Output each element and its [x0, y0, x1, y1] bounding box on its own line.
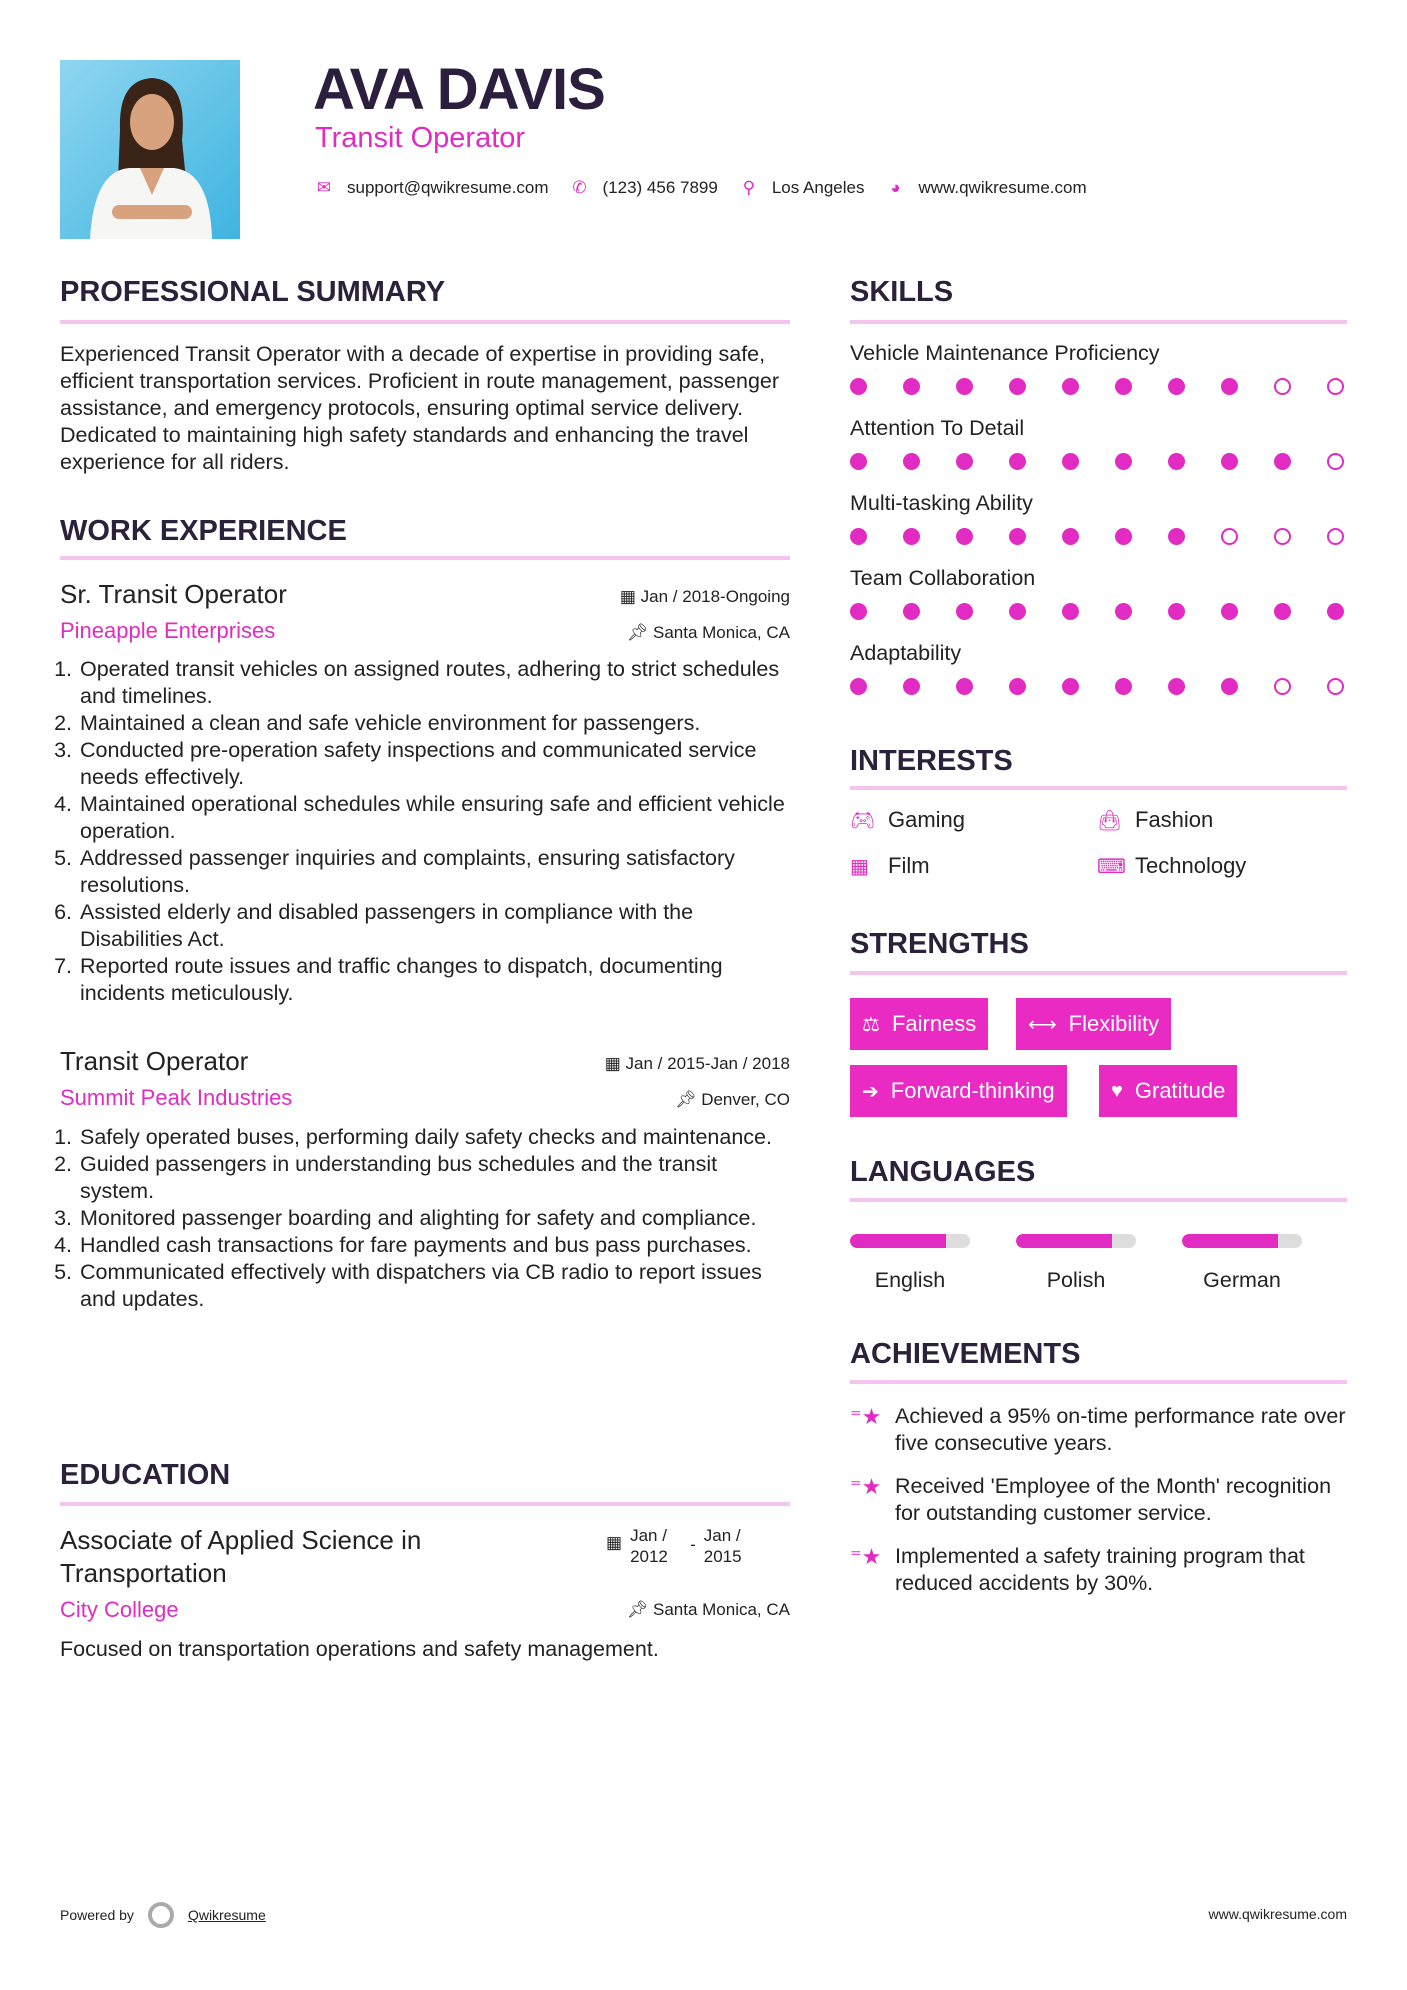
- skill-item: [850, 641, 1347, 716]
- skill-label: Attention To Detail: [850, 416, 1025, 440]
- skill-item: [850, 491, 1347, 566]
- location-text: Santa Monica, CA: [652, 1600, 790, 1619]
- rating-dot-filled: [850, 603, 867, 620]
- shooting-star-icon: ⁼★: [850, 1544, 882, 1569]
- achievement-item: [850, 1473, 1347, 1527]
- school-name: City College: [60, 1597, 179, 1622]
- achievement-item: [850, 1543, 1347, 1597]
- laptop-icon: ⌨: [1097, 855, 1126, 878]
- achievement-item: [850, 1403, 1347, 1457]
- achievements-list: [850, 1403, 1347, 1613]
- interest-item: [850, 807, 965, 833]
- job-role: Sr. Transit Operator: [60, 579, 287, 609]
- divider: [60, 556, 790, 560]
- language-level-bar: [1182, 1234, 1302, 1248]
- bullet-item: 5. Addressed passenger inquiries and complaints, ensuring satisfactory resolutions.: [78, 845, 790, 899]
- map-pin-icon: ⚲: [742, 178, 756, 197]
- language-item: [1016, 1234, 1136, 1293]
- calendar-icon: ▦: [606, 1533, 623, 1552]
- rating-dot-filled: [1062, 603, 1079, 620]
- rating-dot-filled: [1221, 378, 1238, 395]
- language-name: Polish: [1046, 1268, 1106, 1292]
- bullet-item: 4. Maintained operational schedules while ensuring safe and efficient vehicle operation.: [78, 791, 790, 845]
- languages-heading: LANGUAGES: [850, 1156, 1036, 1188]
- rating-dot-filled: [956, 678, 973, 695]
- rating-dot-empty: [1274, 528, 1291, 545]
- pushpin-icon: 📌︎: [626, 1600, 653, 1619]
- pushpin-icon: 📌︎: [674, 1090, 702, 1109]
- contact-website[interactable]: www.qwikresume.com: [918, 178, 1087, 197]
- interest-label: Technology: [1135, 853, 1247, 878]
- job-bullets: [60, 656, 790, 1007]
- strength-label: Forward-thinking: [890, 1078, 1055, 1103]
- language-level-fill: [1182, 1234, 1278, 1248]
- rating-dot-filled: [850, 453, 867, 470]
- rating-dot-empty: [1274, 678, 1291, 695]
- skill-item: [850, 416, 1347, 491]
- interest-item: [1097, 853, 1246, 879]
- skill-rating: [850, 678, 1347, 695]
- job-role: Transit Operator: [60, 1046, 249, 1076]
- envelope-icon: ✉: [316, 178, 332, 197]
- date-separator: -: [690, 1535, 696, 1554]
- start-date: Jan / 2012: [630, 1526, 668, 1566]
- skill-label: Team Collaboration: [850, 566, 1036, 590]
- candidate-name: AVA DAVIS: [313, 57, 605, 122]
- strength-badge: [1016, 998, 1171, 1050]
- rating-dot-filled: [1221, 603, 1238, 620]
- divider: [850, 786, 1347, 790]
- rating-dot-filled: [1115, 678, 1132, 695]
- interest-item: [1097, 807, 1213, 833]
- degree: Associate of Applied Science in Transportation: [60, 1525, 422, 1588]
- rating-dot-filled: [956, 603, 973, 620]
- rating-dot-filled: [1168, 528, 1185, 545]
- company-name: Summit Peak Industries: [60, 1085, 293, 1110]
- strength-label: Flexibility: [1068, 1011, 1160, 1036]
- interest-label: Gaming: [888, 807, 966, 832]
- calendar-icon: ▦: [619, 587, 641, 606]
- rating-dot-filled: [1274, 453, 1291, 470]
- language-name: German: [1203, 1268, 1281, 1292]
- skill-label: Adaptability: [850, 641, 962, 665]
- rating-dot-filled: [1221, 453, 1238, 470]
- footer-url[interactable]: www.qwikresume.com: [1208, 1906, 1347, 1922]
- bullet-item: 5. Communicated effectively with dispatchers via CB radio to report issues and updates.: [78, 1259, 790, 1313]
- strength-badge: [1099, 1065, 1237, 1117]
- globe-icon: ◕: [890, 178, 901, 197]
- location-text: Denver, CO: [701, 1090, 790, 1109]
- skill-rating: [850, 528, 1347, 545]
- powered-by-label: Powered by: [60, 1907, 134, 1923]
- experience-heading: WORK EXPERIENCE: [60, 515, 347, 547]
- bullet-item: 6. Assisted elderly and disabled passengers in compliance with the Disabilities Act.: [78, 899, 790, 953]
- rating-dot-filled: [850, 528, 867, 545]
- profile-photo: [60, 60, 240, 239]
- language-level-fill: [850, 1234, 946, 1248]
- bullet-item: 3. Conducted pre-operation safety inspections and communicated service needs effectively.: [78, 737, 790, 791]
- language-level-fill: [1016, 1234, 1112, 1248]
- language-level-bar: [850, 1234, 970, 1248]
- language-level-bar: [1016, 1234, 1136, 1248]
- rating-dot-filled: [1168, 378, 1185, 395]
- job-bullets: [60, 1124, 790, 1313]
- rating-dot-filled: [1115, 603, 1132, 620]
- rating-dot-filled: [850, 678, 867, 695]
- contact-phone[interactable]: (123) 456 7899: [602, 178, 718, 197]
- education-location: [600, 1600, 790, 1620]
- strength-badge: [850, 998, 988, 1050]
- film-icon: ▦: [850, 855, 869, 878]
- education-heading: EDUCATION: [60, 1459, 231, 1491]
- rating-dot-empty: [1327, 678, 1344, 695]
- qwikresume-logo-icon: [148, 1902, 174, 1928]
- contact-bar: [315, 178, 1109, 198]
- job-date: [620, 587, 790, 607]
- skill-rating: [850, 378, 1347, 395]
- rating-dot-empty: [1221, 528, 1238, 545]
- divider: [850, 320, 1347, 324]
- bullet-item: 2. Maintained a clean and safe vehicle environment for passengers.: [78, 710, 790, 737]
- rating-dot-filled: [1009, 678, 1026, 695]
- job-date: [605, 1054, 790, 1074]
- rating-dot-filled: [1009, 453, 1026, 470]
- rating-dot-filled: [1062, 678, 1079, 695]
- rating-dot-filled: [1168, 603, 1185, 620]
- skill-item: [850, 566, 1347, 641]
- rating-dot-filled: [1115, 453, 1132, 470]
- balance-scale-icon: ⚖: [862, 1013, 880, 1036]
- rating-dot-filled: [1062, 453, 1079, 470]
- education-dates: [606, 1525, 756, 1567]
- rating-dot-empty: [1327, 528, 1344, 545]
- skill-rating: [850, 603, 1347, 620]
- date-text: Jan / 2018-Ongoing: [640, 587, 790, 606]
- skill-label: Vehicle Maintenance Proficiency: [850, 341, 1160, 365]
- rating-dot-filled: [903, 528, 920, 545]
- strength-label: Gratitude: [1134, 1078, 1226, 1103]
- divider: [850, 971, 1347, 975]
- arrows-horizontal-icon: ⟷: [1028, 1013, 1057, 1036]
- bullet-item: 2. Guided passengers in understanding bus schedules and the transit system.: [78, 1151, 790, 1205]
- end-date: Jan / 2015: [703, 1526, 742, 1566]
- divider: [60, 320, 790, 324]
- achievements-heading: ACHIEVEMENTS: [850, 1338, 1081, 1370]
- rating-dot-filled: [850, 378, 867, 395]
- location-text: Santa Monica, CA: [652, 623, 790, 642]
- job-title: Transit Operator: [315, 122, 526, 154]
- language-item: [1182, 1234, 1302, 1293]
- phone-icon: ✆: [572, 178, 587, 197]
- rating-dot-filled: [1221, 678, 1238, 695]
- rating-dot-filled: [956, 378, 973, 395]
- rating-dot-filled: [1327, 603, 1344, 620]
- strengths-heading: STRENGTHS: [850, 928, 1029, 960]
- contact-email[interactable]: support@qwikresume.com: [347, 178, 549, 197]
- rating-dot-filled: [903, 378, 920, 395]
- rating-dot-filled: [903, 453, 920, 470]
- rating-dot-filled: [1115, 378, 1132, 395]
- divider: [850, 1380, 1347, 1384]
- calendar-icon: ▦: [604, 1054, 626, 1073]
- skills-heading: SKILLS: [850, 276, 954, 308]
- summary-heading: PROFESSIONAL SUMMARY: [60, 276, 446, 308]
- rating-dot-filled: [1115, 528, 1132, 545]
- job-location: [675, 1090, 790, 1110]
- achievement-text: Received 'Employee of the Month' recognition for outstanding customer service.: [895, 1474, 1332, 1525]
- skill-item: [850, 341, 1347, 416]
- shooting-star-icon: ⁼★: [850, 1404, 882, 1429]
- education-description: Focused on transportation operations and safety management.: [60, 1637, 659, 1661]
- bullet-item: 4. Handled cash transactions for fare payments and bus pass purchases.: [78, 1232, 790, 1259]
- divider: [850, 1198, 1347, 1202]
- brand-link[interactable]: Qwikresume: [187, 1907, 266, 1923]
- contact-location: Los Angeles: [771, 178, 865, 197]
- footer-powered: [60, 1902, 266, 1928]
- shooting-star-icon: ⁼★: [850, 1474, 882, 1499]
- bullet-item: 7. Reported route issues and traffic changes to dispatch, documenting incidents meticulously.: [78, 953, 790, 1007]
- job-location: [627, 623, 790, 643]
- skills-list: [850, 341, 1347, 716]
- strength-badge: [850, 1065, 1067, 1117]
- interest-label: Film: [888, 853, 930, 878]
- skill-label: Multi-tasking Ability: [850, 491, 1033, 515]
- achievement-text: Achieved a 95% on-time performance rate over five consecutive years.: [895, 1404, 1346, 1455]
- rating-dot-empty: [1327, 453, 1344, 470]
- language-item: [850, 1234, 970, 1293]
- bullet-item: 3. Monitored passenger boarding and alighting for safety and compliance.: [78, 1205, 790, 1232]
- rating-dot-empty: [1274, 378, 1291, 395]
- strength-label: Fairness: [891, 1011, 977, 1036]
- achievement-text: Implemented a safety training program that reduced accidents by 30%.: [895, 1544, 1305, 1595]
- arrow-right-icon: ➔: [862, 1080, 879, 1103]
- interests-heading: INTERESTS: [850, 745, 1013, 777]
- rating-dot-filled: [903, 603, 920, 620]
- job-entry: [60, 579, 790, 1007]
- rating-dot-filled: [903, 678, 920, 695]
- shopping-bag-icon: 👜︎: [1097, 809, 1123, 832]
- rating-dot-filled: [956, 528, 973, 545]
- language-name: English: [874, 1268, 946, 1292]
- rating-dot-filled: [1009, 378, 1026, 395]
- heart-icon: ♥: [1111, 1079, 1123, 1102]
- rating-dot-filled: [1062, 378, 1079, 395]
- bullet-item: 1. Safely operated buses, performing daily safety checks and maintenance.: [78, 1124, 790, 1151]
- divider: [60, 1502, 790, 1506]
- job-entry: [60, 1046, 790, 1313]
- interest-label: Fashion: [1135, 807, 1214, 832]
- interest-item: [850, 853, 930, 879]
- gamepad-icon: 🎮︎: [850, 809, 876, 832]
- rating-dot-filled: [1168, 678, 1185, 695]
- rating-dot-filled: [1009, 603, 1026, 620]
- date-text: Jan / 2015-Jan / 2018: [625, 1054, 790, 1073]
- bullet-item: 1. Operated transit vehicles on assigned routes, adhering to strict schedules and timelines.: [78, 656, 790, 710]
- company-name: Pineapple Enterprises: [60, 618, 276, 643]
- rating-dot-filled: [1009, 528, 1026, 545]
- skill-rating: [850, 453, 1347, 470]
- rating-dot-filled: [956, 453, 973, 470]
- rating-dot-empty: [1327, 378, 1344, 395]
- rating-dot-filled: [1168, 453, 1185, 470]
- languages-list: [850, 1234, 1302, 1293]
- pushpin-icon: 📌︎: [626, 623, 653, 642]
- rating-dot-filled: [1274, 603, 1291, 620]
- summary-text: Experienced Transit Operator with a decade of expertise in providing safe, efficient transportation services. Proficient in route management, passenger assistance, and emergency protocols, ensuring optimal service delivery. Dedicated to maintaining high safety standards and enhancing the travel experience for all riders.: [60, 342, 780, 474]
- rating-dot-filled: [1062, 528, 1079, 545]
